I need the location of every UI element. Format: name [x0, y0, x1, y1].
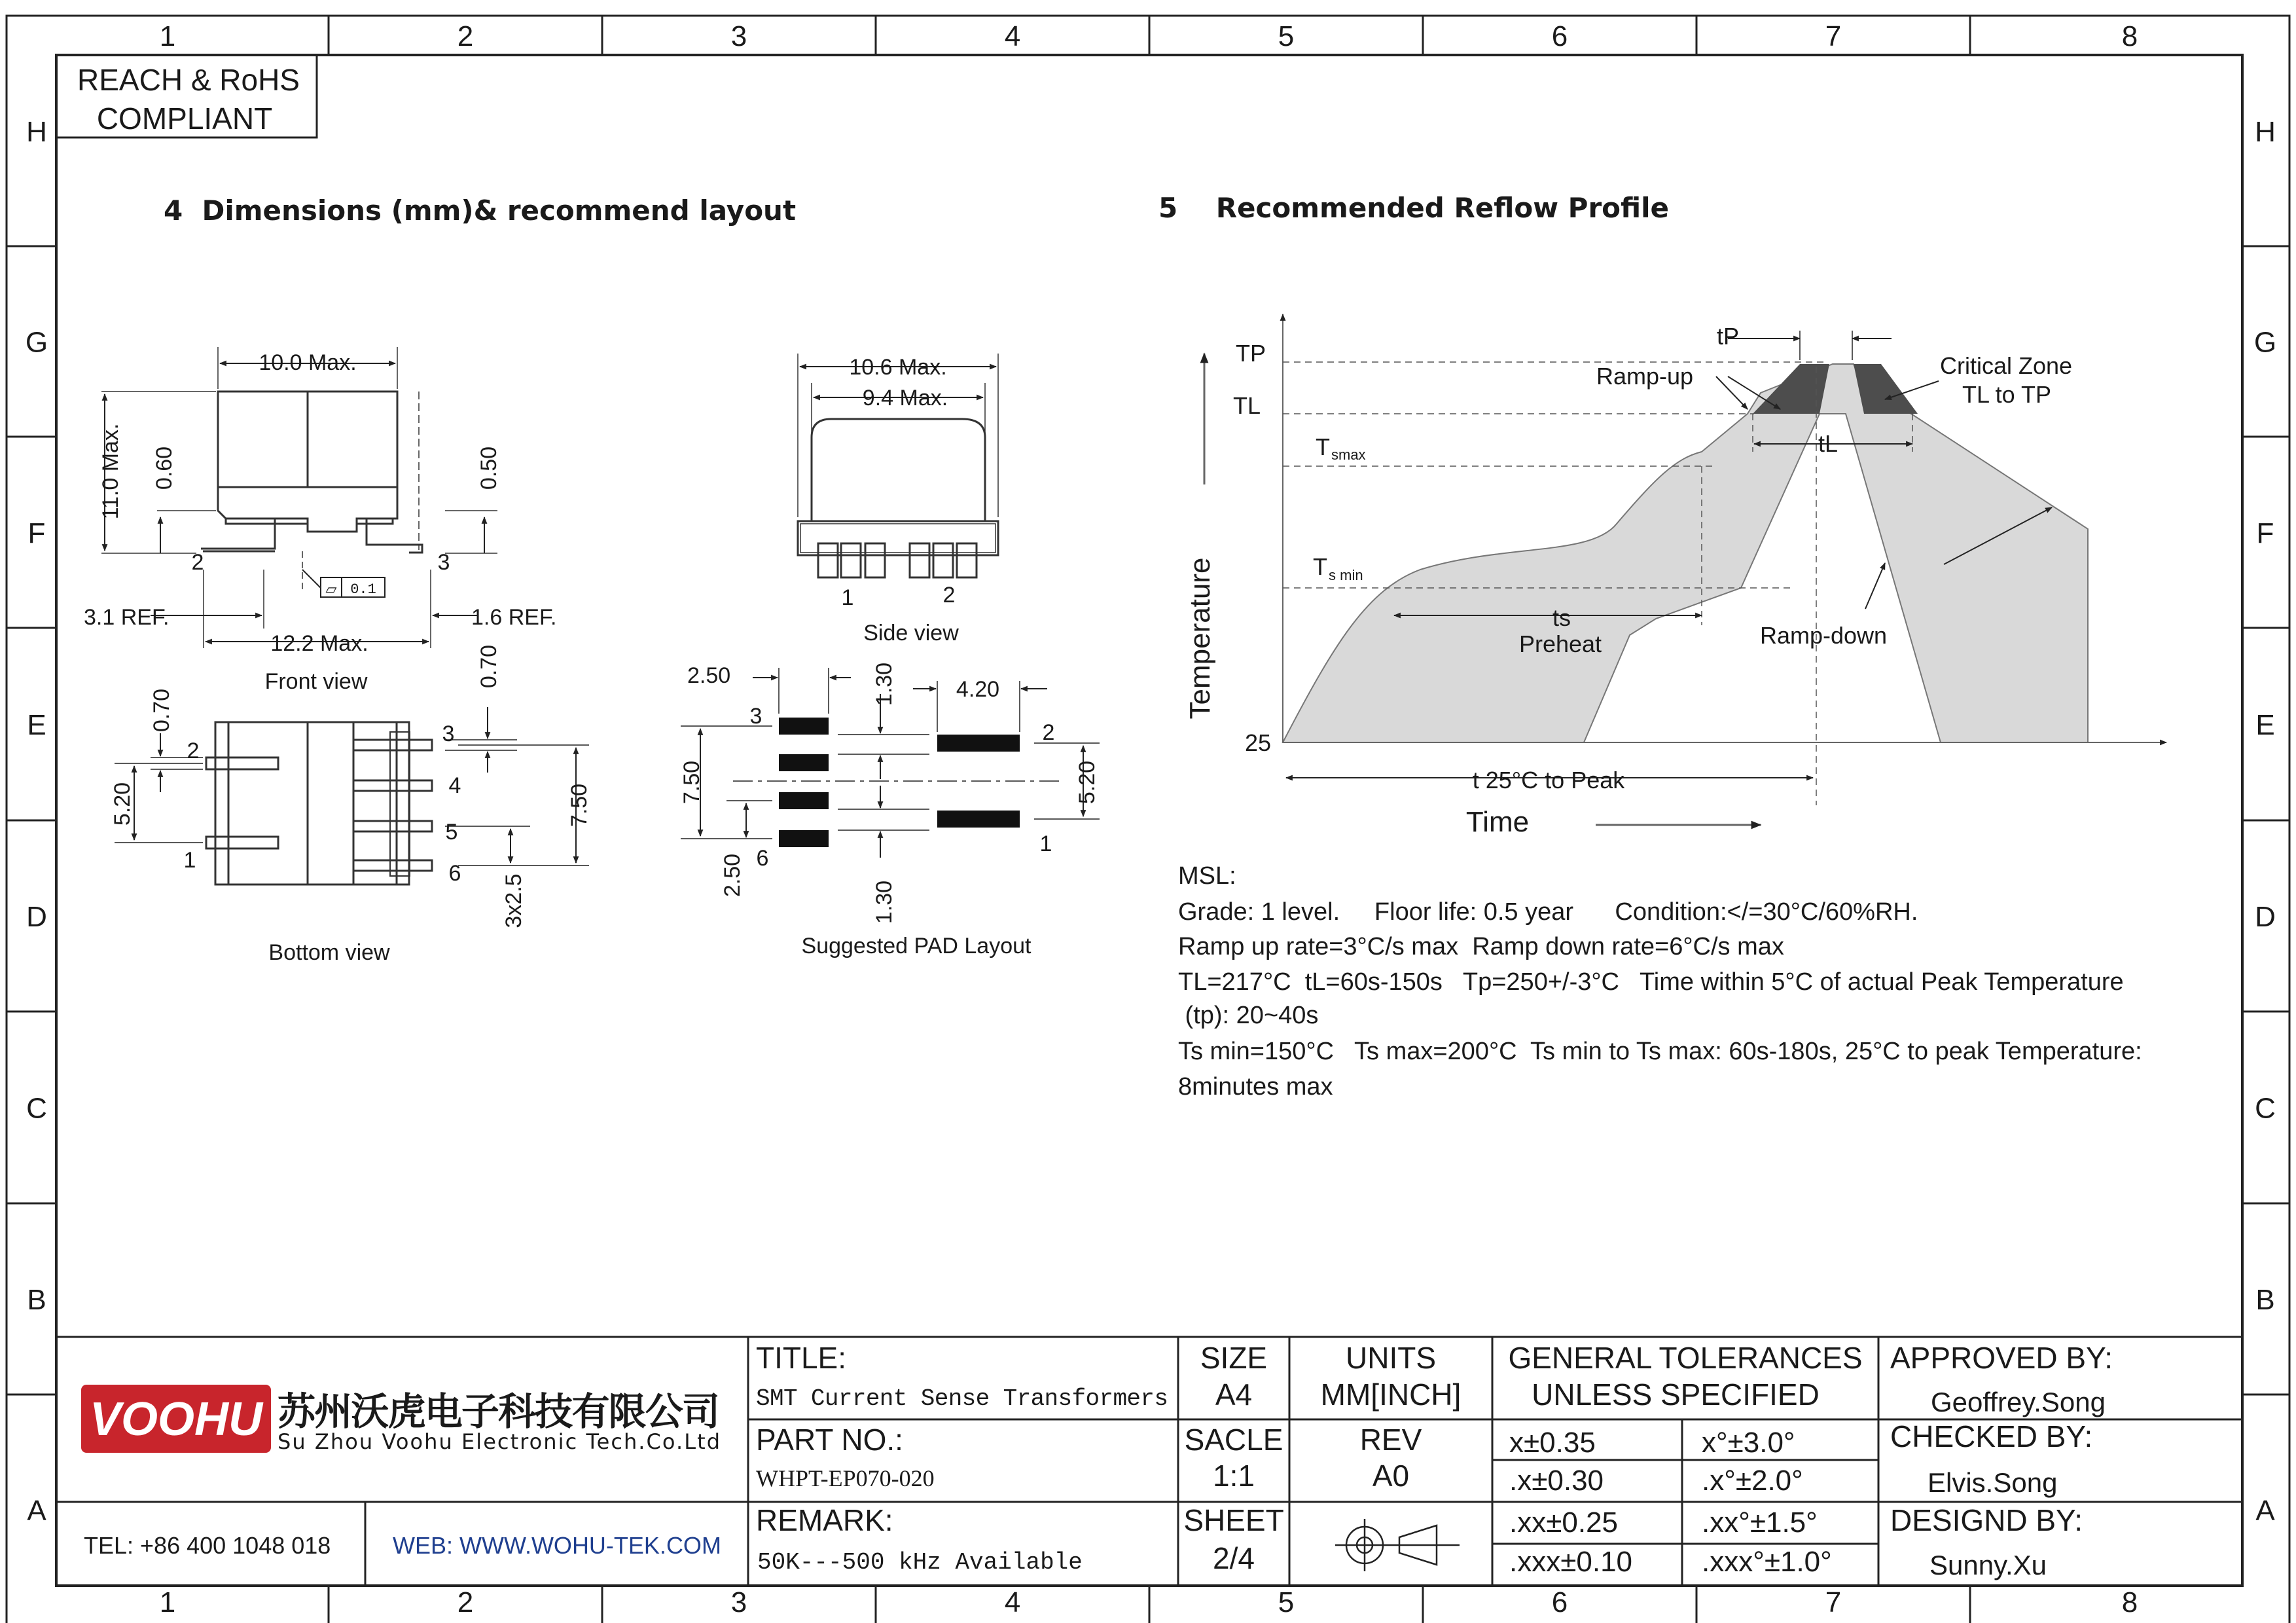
row-label-right: A — [2255, 1495, 2275, 1527]
zone-ticks — [7, 16, 2289, 1623]
title-label: TITLE: — [756, 1341, 847, 1375]
scale-label: SACLE — [1184, 1423, 1283, 1457]
chart-ramp-down: Ramp-down — [1759, 622, 1888, 649]
remark-value: 50K---500 kHz Available — [757, 1549, 1083, 1576]
row-label-left: G — [25, 326, 48, 359]
msl-line: Ramp up rate=3°C/s max Ramp down rate=6°C/s max — [1178, 933, 1784, 960]
chart-critical-zone: Critical Zone — [1939, 352, 2073, 379]
company-web: WEB: WWW.WOHU-TEK.COM — [393, 1532, 721, 1559]
pad-layout-labels — [679, 663, 1100, 958]
pad-pitch: 2.50 — [720, 853, 745, 898]
bv-pin2: 2 — [187, 739, 200, 763]
chart-start-temp: 25 — [1244, 729, 1272, 756]
pad-gap-bottom: 1.30 — [872, 880, 897, 924]
column-label-bottom: 1 — [159, 1586, 176, 1618]
pad-length-right: 4.20 — [956, 677, 1000, 702]
column-label-top: 2 — [457, 20, 474, 52]
fv-right-ref: 1.6 REF. — [471, 605, 557, 630]
compliance-box — [56, 55, 317, 137]
sv-width-max: 10.6 Max. — [849, 355, 947, 380]
bv-pin6: 6 — [448, 861, 461, 886]
chart-tl-time: tL — [1818, 430, 1839, 457]
section5-title: 5 Recommended Reflow Profile — [1158, 192, 1670, 224]
sv-body-max: 9.4 Max. — [862, 386, 948, 410]
scale-value: 1:1 — [1213, 1459, 1255, 1493]
pad-pin1: 1 — [1039, 831, 1052, 856]
bv-pin4: 4 — [448, 773, 461, 798]
sheet-value: 2/4 — [1213, 1541, 1255, 1575]
column-label-bottom: 2 — [457, 1586, 474, 1618]
fv-pin-right: 3 — [437, 550, 450, 575]
pad-span-left: 7.50 — [679, 760, 704, 805]
checked-value: Elvis.Song — [1928, 1467, 2058, 1498]
chart-ts: ts — [1552, 604, 1571, 631]
bv-pitch-left: 5.20 — [110, 782, 135, 826]
bv-pin-width: 0.70 — [149, 688, 174, 733]
logo-text: VOOHU — [89, 1393, 263, 1446]
tolerance-linear: .x±0.30 — [1509, 1465, 1604, 1497]
row-label-left: E — [27, 709, 46, 741]
row-label-right: H — [2255, 116, 2276, 148]
profile-band — [1283, 364, 2088, 742]
sv-pin1: 1 — [841, 585, 854, 610]
column-label-top: 8 — [2121, 20, 2138, 52]
chart-critical-range: TL to TP — [1962, 381, 2052, 408]
checked-label: CHECKED BY: — [1890, 1419, 2093, 1453]
tolerance-title2: UNLESS SPECIFIED — [1532, 1377, 1820, 1412]
fv-overall-max: 12.2 Max. — [270, 631, 368, 656]
rev-label: REV — [1359, 1423, 1422, 1457]
row-label-left: H — [26, 116, 47, 148]
tolerance-angular: x°±3.0° — [1702, 1427, 1795, 1459]
fv-width-max: 10.0 Max. — [259, 350, 357, 375]
bv-pin5: 5 — [445, 820, 458, 845]
row-label-left: F — [27, 517, 46, 549]
row-label-left: B — [27, 1284, 46, 1316]
row-label-right: G — [2253, 326, 2277, 359]
column-label-bottom: 6 — [1551, 1586, 1568, 1618]
column-label-top: 3 — [730, 20, 747, 52]
tolerance-angular: .x°±2.0° — [1702, 1465, 1803, 1497]
front-view — [101, 347, 497, 648]
zone-labels — [26, 20, 2276, 1618]
row-label-left: D — [26, 901, 47, 933]
fv-flatness: 0.1 — [350, 581, 376, 598]
fv-caption: Front view — [264, 669, 368, 694]
tolerance-angular: .xxx°±1.0° — [1702, 1546, 1832, 1578]
row-label-right: E — [2255, 709, 2275, 741]
bottom-view — [206, 722, 432, 884]
part-label: PART NO.: — [756, 1423, 903, 1457]
chart-tsmin: T — [1313, 553, 1327, 580]
front-view-labels — [84, 350, 556, 694]
chart-tsmax: T — [1316, 433, 1330, 460]
size-label: SIZE — [1200, 1341, 1268, 1375]
chart-tsmax-sub: smax — [1331, 447, 1366, 463]
bv-pitch-right: 3x2.5 — [501, 873, 526, 928]
fv-left-ref: 3.1 REF. — [84, 605, 170, 630]
column-label-bottom: 5 — [1278, 1586, 1295, 1618]
compliance-line1: REACH & RoHS — [77, 63, 300, 97]
msl-line: (tp): 20~40s — [1178, 1002, 1319, 1029]
tolerance-title1: GENERAL TOLERANCES — [1508, 1341, 1863, 1375]
column-label-bottom: 7 — [1825, 1586, 1842, 1618]
column-label-top: 5 — [1278, 20, 1295, 52]
msl-line: Ts min=150°C Ts max=200°C Ts min to Ts max: 60s-180s, 25°C to peak Temperature: — [1178, 1038, 2142, 1065]
bv-span-right: 7.50 — [567, 783, 592, 828]
company-logo — [81, 1385, 720, 1454]
pad-layout — [779, 718, 1020, 847]
chart-y-axis: Temperature — [1184, 557, 1216, 720]
fv-right-standoff: 0.50 — [476, 446, 501, 490]
part-value: WHPT-EP070-020 — [756, 1465, 935, 1491]
msl-notes — [1178, 862, 2142, 1101]
tolerance-angular: .xx°±1.5° — [1702, 1506, 1818, 1539]
fv-flatness-symbol: ▱ — [325, 581, 337, 597]
bottom-view-dimensions — [115, 707, 589, 866]
section4-title: 4 Dimensions (mm)& recommend layout — [164, 194, 797, 227]
title-value: SMT Current Sense Transformers — [756, 1385, 1168, 1412]
bv-pin1: 1 — [183, 848, 196, 873]
pad-caption: Suggested PAD Layout — [801, 934, 1031, 958]
row-label-right: D — [2255, 901, 2276, 933]
column-label-top: 6 — [1551, 20, 1568, 52]
row-label-right: C — [2255, 1092, 2276, 1125]
sv-pin2: 2 — [942, 583, 956, 608]
pad-pin6: 6 — [756, 846, 769, 871]
row-label-right: F — [2256, 517, 2274, 549]
units-value: MM[INCH] — [1320, 1377, 1462, 1412]
approved-label: APPROVED BY: — [1890, 1341, 2113, 1375]
msl-line: 8minutes max — [1178, 1073, 1333, 1101]
msl-line: Grade: 1 level. Floor life: 0.5 year Condition:</=30°C/60%RH. — [1178, 898, 1918, 926]
sheet-label: SHEET — [1183, 1503, 1284, 1537]
tolerance-linear: .xx±0.25 — [1509, 1506, 1619, 1539]
drawing-frame — [7, 16, 2289, 1623]
remark-label: REMARK: — [756, 1503, 893, 1537]
chart-preheat: Preheat — [1518, 630, 1602, 657]
bv-pin3: 3 — [442, 721, 455, 746]
designed-value: Sunny.Xu — [1929, 1550, 2047, 1580]
designed-label: DESIGND BY: — [1890, 1503, 2083, 1537]
fv-height-max: 11.0 Max. — [98, 423, 123, 520]
row-label-right: B — [2255, 1284, 2275, 1316]
rev-value: A0 — [1372, 1459, 1410, 1493]
chart-tl-temp: TL — [1233, 392, 1261, 419]
column-label-bottom: 8 — [2121, 1586, 2138, 1618]
chart-tp-time: tP — [1716, 323, 1740, 350]
column-label-top: 7 — [1825, 20, 1842, 52]
chart-x-axis: Time — [1465, 806, 1530, 838]
chart-t25: t 25°C to Peak — [1472, 767, 1625, 793]
compliance-line2: COMPLIANT — [96, 101, 273, 136]
tolerance-linear: x±0.35 — [1509, 1427, 1596, 1459]
company-tel: TEL: +86 400 1048 018 — [84, 1532, 331, 1559]
bv-top-pin-width: 0.70 — [476, 644, 501, 689]
company-cn: 苏州沃虎电子科技有限公司 — [278, 1391, 720, 1433]
units-label: UNITS — [1346, 1341, 1436, 1375]
column-label-top: 1 — [159, 20, 176, 52]
pad-span-right: 5.20 — [1075, 760, 1100, 805]
size-value: A4 — [1215, 1377, 1253, 1412]
side-view-labels — [842, 355, 960, 646]
chart-ramp-up: Ramp-up — [1596, 363, 1694, 390]
reflow-profile — [1184, 314, 2166, 838]
fv-pin-left: 2 — [191, 550, 204, 575]
tolerance-linear: .xxx±0.10 — [1509, 1546, 1633, 1578]
row-label-left: C — [26, 1092, 47, 1125]
bv-caption: Bottom view — [268, 940, 390, 965]
column-label-bottom: 4 — [1004, 1586, 1021, 1618]
chart-tsmin-sub: s min — [1329, 567, 1363, 583]
fv-left-standoff: 0.60 — [152, 446, 177, 490]
sv-caption: Side view — [863, 621, 959, 646]
pad-length: 2.50 — [687, 663, 731, 688]
column-label-top: 4 — [1004, 20, 1021, 52]
pad-pin3: 3 — [749, 704, 762, 729]
row-label-left: A — [27, 1495, 46, 1527]
projection-symbol-icon — [1335, 1519, 1460, 1571]
column-label-bottom: 3 — [730, 1586, 747, 1618]
chart-tp-temp: TP — [1236, 340, 1266, 367]
company-en: Su Zhou Voohu Electronic Tech.Co.Ltd — [278, 1429, 720, 1454]
pad-pin2: 2 — [1042, 720, 1055, 745]
front-view-dimensions — [105, 363, 484, 642]
approved-value: Geoffrey.Song — [1931, 1387, 2106, 1417]
pad-gap-top: 1.30 — [872, 662, 897, 706]
msl-line: TL=217°C tL=60s-150s Tp=250+/-3°C Time within 5°C of actual Peak Temperature — [1178, 968, 2124, 996]
msl-line: MSL: — [1178, 862, 1236, 890]
